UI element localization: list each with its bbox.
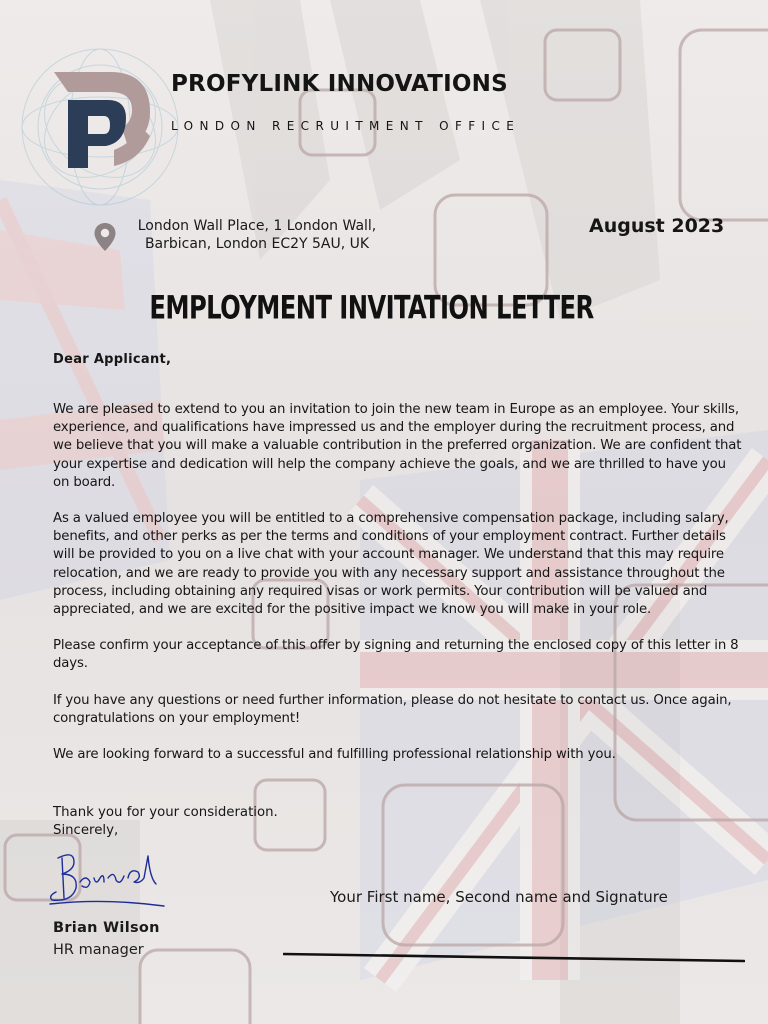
company-office: LONDON RECRUITMENT OFFICE <box>171 119 521 133</box>
company-address <box>122 217 392 253</box>
address-line-1: London Wall Place, 1 London Wall, <box>137 218 377 234</box>
letter-body <box>53 401 743 782</box>
letter-title: EMPLOYMENT INVITATION LETTER <box>149 290 594 327</box>
signer-name: Brian Wilson <box>53 920 160 936</box>
letter-date: August 2023 <box>589 215 725 237</box>
closing <box>53 804 278 840</box>
company-name: PROFYLINK INNOVATIONS <box>171 71 508 97</box>
signature-prompt: Your First name, Second name and Signature <box>330 888 668 906</box>
closing-thanks: Thank you for your consideration. <box>53 805 278 820</box>
salutation: Dear Applicant, <box>53 352 172 367</box>
logo-icon <box>10 42 190 212</box>
body-paragraph: We are pleased to extend to you an invitation to join the new team in Europe as an employee. Your skills, experience, and qualifications have impressed us and the employer during the recruitment process, and we believe that you will make a valuable contribution in the preferred organization. We are confident that your expertise and dedication will help the company achieve the goals, and we are thrilled to have you on board. <box>53 402 742 490</box>
body-paragraph: Please confirm your acceptance of this offer by signing and returning the enclosed copy of this letter in 8 days. <box>53 638 739 672</box>
closing-sign-off: Sincerely, <box>53 823 119 839</box>
handwritten-signature <box>44 848 174 914</box>
signature-line[interactable] <box>283 950 745 966</box>
address-line-2: Barbican, London EC2Y 5AU, UK <box>144 236 370 252</box>
body-paragraph: As a valued employee you will be entitled to a comprehensive compensation package, including salary, benefits, and other perks as per the terms and conditions of your employment contract. Further details will be provided to you on a live chat with your account manager. We understand that this may require relocation, and we are ready to provide you with any necessary support and assistance throughout the process, including obtaining any required visas or work permits. Your contribution will be valued and appreciated, and we are excited for the positive impact we know you will make in your role. <box>53 511 729 618</box>
signer-title: HR manager <box>53 942 144 958</box>
body-paragraph: We are looking forward to a successful and fulfilling professional relationship with you. <box>53 747 616 763</box>
location-pin-icon <box>93 222 117 252</box>
body-paragraph: If you have any questions or need further information, please do not hesitate to contact us. Once again, congratulations on your employment! <box>53 692 732 726</box>
